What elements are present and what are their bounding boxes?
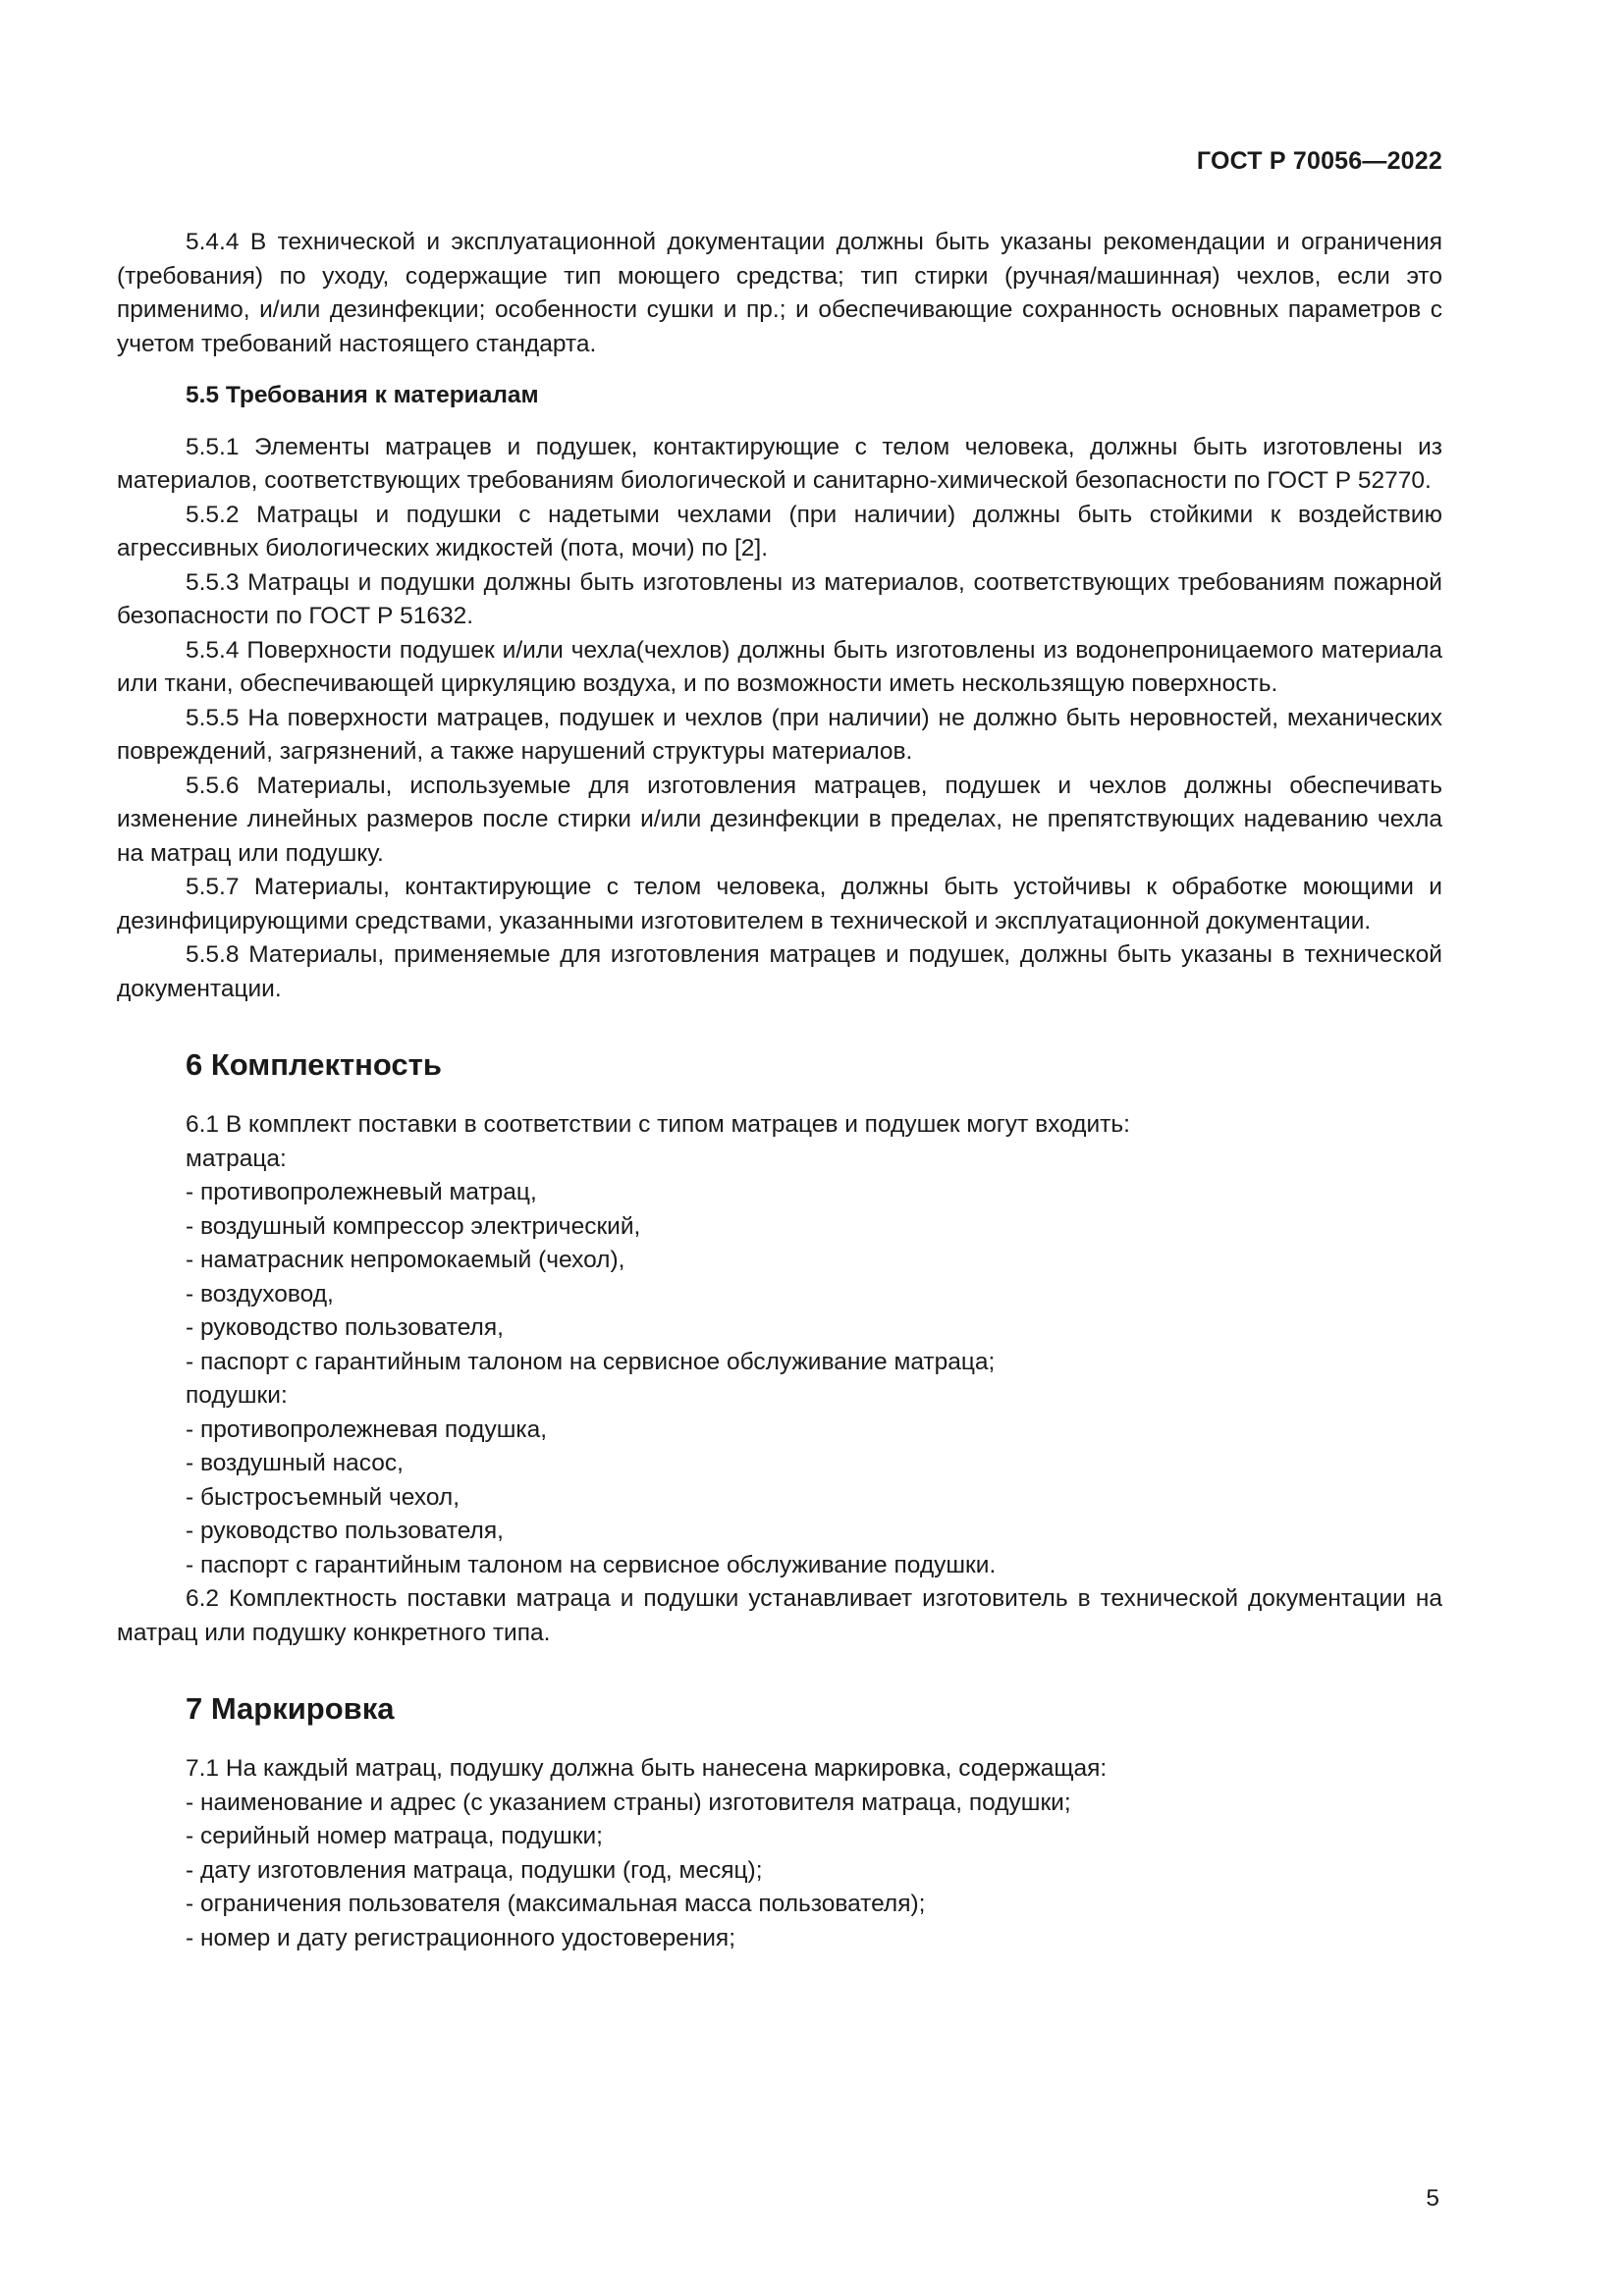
list-item: - номер и дату регистрационного удостоверения;: [186, 1924, 735, 1951]
document-code-header: ГОСТ Р 70056—2022: [1196, 147, 1442, 175]
marking-list: [117, 1787, 1442, 1956]
paragraph-5-5-6: 5.5.6 Материалы, используемые для изготовления матрацев, подушек и чехлов должны обеспечивать изменение линейных размеров после стирки и/или дезинфекции в пределах, не препятствующих надеванию чехла на матрац или подушку.: [117, 772, 1442, 867]
paragraph-5-5-7: 5.5.7 Материалы, контактирующие с телом человека, должны быть устойчивы к обработке моющими и дезинфицирующими средствами, указанными изготовителем в технической и эксплуатационной документации.: [117, 874, 1442, 934]
list-item: - серийный номер матраца, подушки;: [186, 1823, 603, 1849]
page-content: [117, 226, 1442, 1955]
list-item: - наименование и адрес (с указанием страны) изготовителя матраца, подушки;: [186, 1789, 1071, 1816]
paragraph-5-5-3: 5.5.3 Матрацы и подушки должны быть изготовлены из материалов, соответствующих требованиям пожарной безопасности по ГОСТ Р 51632.: [117, 568, 1442, 629]
list-item: - противопролежневая подушка,: [186, 1415, 548, 1443]
list-item: - ограничения пользователя (максимальная масса пользователя);: [186, 1891, 926, 1917]
paragraph-5-4-4: 5.4.4 В технической и эксплуатационной документации должны быть указаны рекомендации и ограничения (требования) по уходу, содержащие тип моющего средства; тип стирки (ручная/машинная) чехлов, если это применимо, и/или дезинфекции; особенности сушки и пр.; и обеспечивающие сохранность основных параметров с учетом требований настоящего стандарта.: [117, 229, 1442, 357]
paragraph-5-5-5: 5.5.5 На поверхности матрацев, подушек и чехлов (при наличии) не должно быть неровностей, механических повреждений, загрязнений, а также нарушений структуры материалов.: [117, 704, 1442, 765]
list-item: - наматрасник непромокаемый (чехол),: [186, 1247, 625, 1273]
subsection-heading-5-5: 5.5 Требования к материалам: [186, 382, 539, 408]
delivery-set-list: [117, 1143, 1442, 1583]
paragraph-5-5-1: 5.5.1 Элементы матрацев и подушек, контактирующие с телом человека, должны быть изготовлены из материалов, соответствующих требованиям биологической и санитарно-химической безопасности по ГОСТ Р 52770.: [117, 433, 1442, 494]
list-item: подушки:: [186, 1382, 288, 1409]
page-number: 5: [1426, 2185, 1439, 2212]
section-heading-7: 7 Маркировка: [186, 1691, 395, 1726]
list-item: - быстросъемный чехол,: [186, 1483, 460, 1511]
list-item: - противопролежневый матрац,: [186, 1179, 537, 1205]
list-item: - дату изготовления матраца, подушки (год, месяц);: [186, 1856, 763, 1884]
list-item: - воздушный насос,: [186, 1450, 404, 1476]
list-item: - руководство пользователя,: [186, 1314, 504, 1341]
list-item: - паспорт с гарантийным талоном на сервисное обслуживание подушки.: [186, 1551, 997, 1578]
paragraph-6-2: 6.2 Комплектность поставки матраца и подушки устанавливает изготовитель в технической документации на матрац или подушку конкретного типа.: [117, 1585, 1442, 1646]
list-item: - воздуховод,: [186, 1280, 334, 1308]
section-heading-6: 6 Комплектность: [186, 1047, 442, 1082]
list-item: - руководство пользователя,: [186, 1518, 504, 1544]
paragraph-5-5-2: 5.5.2 Матрацы и подушки с надетыми чехлами (при наличии) должны быть стойкими к воздействию агрессивных биологических жидкостей (пота, мочи) по [2].: [117, 501, 1442, 561]
list-item: - воздушный компрессор электрический,: [186, 1212, 641, 1240]
paragraph-5-5-4: 5.5.4 Поверхности подушек и/или чехла(чехлов) должны быть изготовлены из водонепроницаемого материала или ткани, обеспечивающей циркуляцию воздуха, и по возможности иметь нескользящую поверхность.: [117, 636, 1442, 697]
paragraph-6-1: 6.1 В комплект поставки в соответствии с типом матрацев и подушек могут входить:: [186, 1111, 1130, 1138]
paragraph-7-1: 7.1 На каждый матрац, подушку должна быть нанесена маркировка, содержащая:: [186, 1755, 1108, 1782]
list-item: матраца:: [186, 1145, 287, 1172]
list-item: - паспорт с гарантийным талоном на сервисное обслуживание матраца;: [186, 1348, 996, 1375]
paragraph-5-5-8: 5.5.8 Материалы, применяемые для изготовления матрацев и подушек, должны быть указаны в технической документации.: [117, 941, 1442, 1002]
